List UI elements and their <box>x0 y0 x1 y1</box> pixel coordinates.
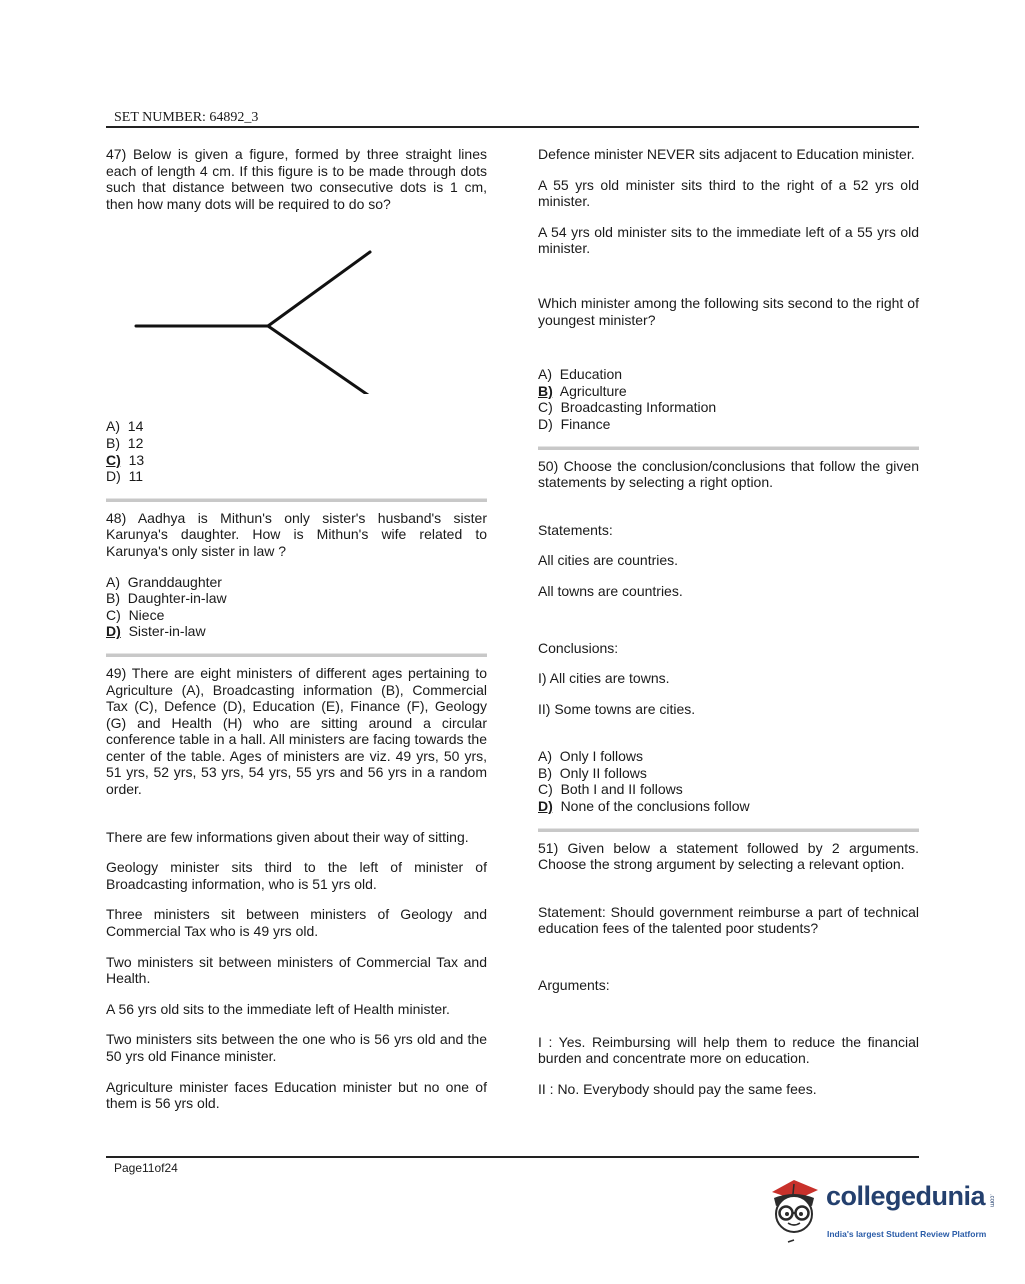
clue: A 56 yrs old sits to the immediate left of Health minister. <box>106 1000 450 1017</box>
question-47-text: 47) Below is given a figure, formed by three straight lines each of length 4 cm. If this figure is to be made through dots such that distance between two consecutive dots is 1 cm, then how many dots will be required to do so? <box>106 146 487 212</box>
question-48-options <box>106 574 487 640</box>
option-a: A) Only I follows <box>538 748 644 765</box>
option-d-correct: D) Sister-in-law <box>106 623 206 640</box>
conclusion: II) Some towns are cities. <box>538 700 696 717</box>
question-48-text: 48) Aadhya is Mithun's only sister's husband's sister Karunya's daughter. How is Mithun's wife related to Karunya's only sister in law ? <box>106 509 487 559</box>
clue: A 55 yrs old minister sits third to the right of a 52 yrs old minister. <box>538 176 919 210</box>
option-c: C) Niece <box>106 606 165 623</box>
option-c-correct: C) 13 <box>106 451 145 468</box>
statements-label: Statements: <box>538 521 613 538</box>
question-50-options <box>538 748 919 814</box>
question-51-statement: Statement: Should government reimburse a part of technical education fees of the talented poor students? <box>538 903 919 937</box>
option-b: B) Only II follows <box>538 764 647 781</box>
brand-suffix: .com <box>988 1194 995 1208</box>
left-column <box>106 146 487 1126</box>
question-49-continued <box>538 146 919 433</box>
option-a: A) 14 <box>106 418 144 435</box>
clue: Two ministers sit between ministers of Commercial Tax and Health. <box>106 953 487 987</box>
collegedunia-logo <box>764 1176 994 1246</box>
option-d: D) 11 <box>106 468 144 485</box>
right-column <box>538 146 919 1111</box>
footer-rule <box>106 1156 919 1158</box>
question-separator <box>106 653 487 657</box>
argument: II : No. Everybody should pay the same fees. <box>538 1080 817 1097</box>
graduate-mascot-icon <box>764 1176 826 1246</box>
three-lines-figure <box>134 234 384 394</box>
option-d-correct: D) None of the conclusions follow <box>538 798 750 815</box>
page-number: Page11of24 <box>114 1161 178 1175</box>
question-48 <box>106 510 487 640</box>
option-b-correct: B) Agriculture <box>538 382 627 399</box>
question-separator <box>538 446 919 450</box>
statement: All towns are countries. <box>538 582 683 599</box>
question-49 <box>106 665 487 1112</box>
option-a: A) Granddaughter <box>106 573 222 590</box>
brand-tagline: India's largest Student Review Platform <box>827 1229 987 1239</box>
question-47 <box>106 146 487 485</box>
option-c: C) Broadcasting Information <box>538 399 717 416</box>
argument: I : Yes. Reimbursing will help them to reduce the financial burden and concentrate more on education. <box>538 1033 919 1067</box>
statement: All cities are countries. <box>538 552 679 569</box>
option-a: A) Education <box>538 366 623 383</box>
question-49-intro: 49) There are eight ministers of different ages pertaining to Agriculture (A), Broadcasting information (B), Commercial Tax (C), Defence (D), Education (E), Finance (F), Geology (G) and Health (H) who are sitting around a circular conference table in a hall. All ministers are facing towards the center of the table. Ages of ministers are viz. 49 yrs, 50 yrs, 51 yrs, 52 yrs, 53 yrs, 54 yrs, 55 yrs and 56 yrs in a random order. <box>106 664 487 798</box>
clue: Defence minister NEVER sits adjacent to Education minister. <box>538 146 915 162</box>
question-50 <box>538 458 919 815</box>
header-rule <box>106 126 919 128</box>
option-b: B) 12 <box>106 434 144 451</box>
option-d: D) Finance <box>538 415 611 432</box>
question-49-options <box>538 366 919 432</box>
set-number: SET NUMBER: 64892_3 <box>114 110 259 125</box>
conclusions-label: Conclusions: <box>538 639 619 656</box>
clue: Three ministers sit between ministers of Geology and Commercial Tax who is 49 yrs old. <box>106 906 487 940</box>
option-b: B) Daughter-in-law <box>106 590 227 607</box>
question-49-question: Which minister among the following sits second to the right of youngest minister? <box>538 294 919 328</box>
clue: Geology minister sits third to the left of minister of Broadcasting information, who is 51 yrs old. <box>106 859 487 892</box>
brand-name: collegedunia <box>826 1181 986 1211</box>
question-49-info: There are few informations given about their way of sitting. <box>106 828 469 845</box>
clue: Agriculture minister faces Education minister but no one of them is 56 yrs old. <box>106 1078 487 1112</box>
conclusion: I) All cities are towns. <box>538 670 670 687</box>
question-separator <box>538 828 919 832</box>
question-47-options <box>106 418 487 484</box>
clue: Two ministers sits between the one who is 56 yrs old and the 50 yrs old Finance minister. <box>106 1031 487 1064</box>
figure-line-upper <box>268 252 370 326</box>
figure-line-lower <box>268 326 368 394</box>
question-51-text: 51) Given below a statement followed by 2 arguments. Choose the strong argument by selecting a relevant option. <box>538 839 919 873</box>
arguments-label: Arguments: <box>538 977 610 994</box>
question-50-text: 50) Choose the conclusion/conclusions that follow the given statements by selecting a right option. <box>538 457 919 491</box>
question-separator <box>106 498 487 502</box>
option-c: C) Both I and II follows <box>538 781 683 798</box>
clue: A 54 yrs old minister sits to the immediate left of a 55 yrs old minister. <box>538 223 919 257</box>
question-51 <box>538 840 919 1098</box>
